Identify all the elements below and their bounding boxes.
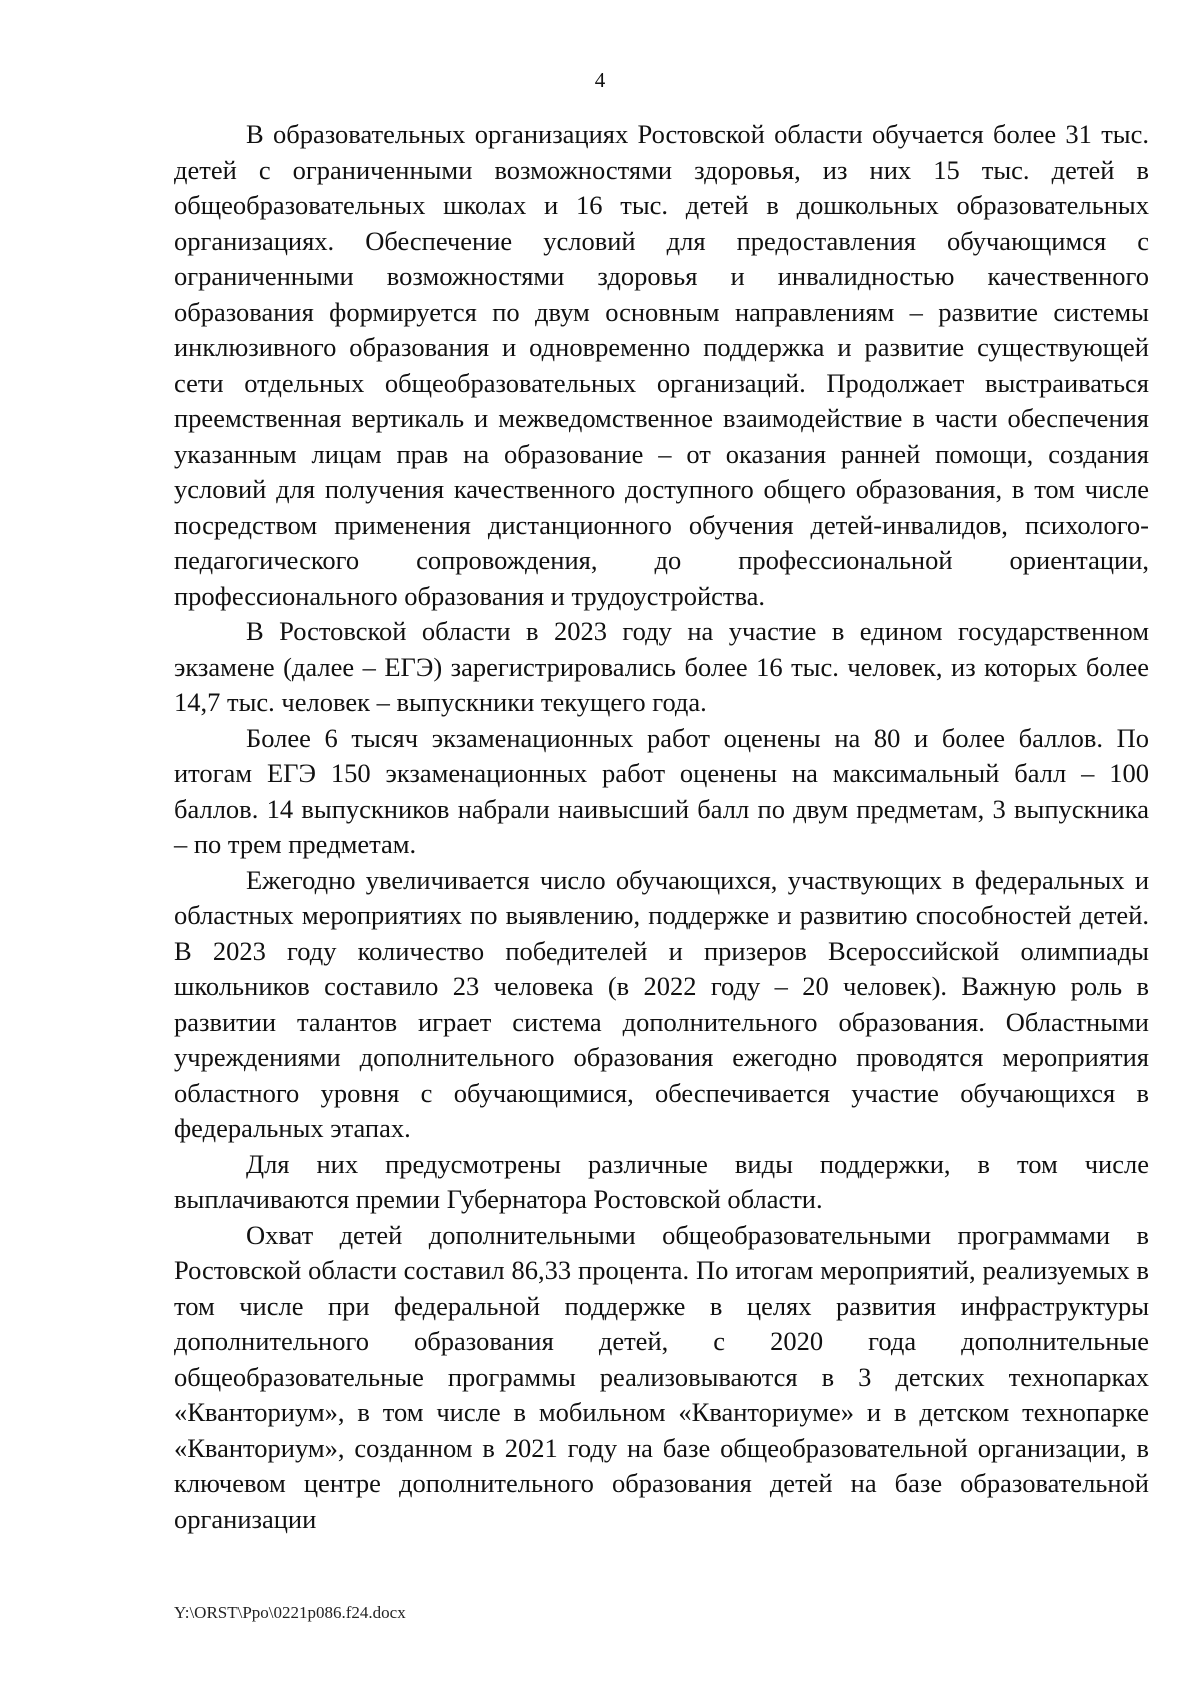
paragraph-olympiad-talents: Ежегодно увеличивается число обучающихся, участвующих в федеральных и областных мероприятиях по выявлению, поддержке и развитию способностей детей. В 2023 году количество победителей и призеров Всероссийской олимпиады школьников составило 23 человека (в 2022 году – 20 человек). Важную роль в развитии талантов играет система дополнительного образования. Областными учреждениями дополнительного образования ежегодно проводятся мероприятия областного уровня с обучающимися, обеспечивается участие обучающихся в федеральных этапах. <box>174 864 1149 1143</box>
paragraph-ege-registration: В Ростовской области в 2023 году на участие в едином государственном экзамене (далее – ЕГЭ) зарегистрировались более 16 тыс. человек, из которых более 14,7 тыс. человек – выпускники текущего года. <box>174 616 1149 717</box>
paragraph-governor-awards: Для них предусмотрены различные виды поддержки, в том числе выплачиваются премии Губернатора Ростовской области. <box>174 1148 1149 1214</box>
paragraph-ege-results: Более 6 тысяч экзаменационных работ оценены на 80 и более баллов. По итогам ЕГЭ 150 экзаменационных работ оценены на максимальный балл – 100 баллов. 14 выпускников набрали наивысший балл по двум предметам, 3 выпускника – по трем предметам. <box>174 722 1149 859</box>
document-body <box>174 117 1149 1537</box>
file-path-footer: Y:\ORST\Ppo\0221p086.f24.docx <box>174 1603 406 1622</box>
paragraph-additional-education: Охват детей дополнительными общеобразовательными программами в Ростовской области составил 86,33 процента. По итогам мероприятий, реализуемых в том числе при федеральной поддержке в целях развития инфраструктуры дополнительного образования детей, с 2020 года дополнительные общеобразовательные программы реализовываются в 3 детских технопарках «Кванториум», в том числе в мобильном «Кванториуме» и в детском технопарке «Кванториум», созданном в 2021 году на базе общеобразовательной организации, в ключевом центре дополнительного образования детей на базе образовательной организации <box>174 1219 1149 1534</box>
paragraph-inclusive-education: В образовательных организациях Ростовской области обучается более 31 тыс. детей с ограниченными возможностями здоровья, из них 15 тыс. детей в общеобразовательных школах и 16 тыс. детей в дошкольных образовательных организациях. Обеспечение условий для предоставления обучающимся с ограниченными возможностями здоровья и инвалидностью качественного образования формируется по двум основным направлениям – развитие системы инклюзивного образования и одновременно поддержка и развитие существующей сети отдельных общеобразовательных организаций. Продолжает выстраиваться преемственная вертикаль и межведомственное взаимодействие в части обеспечения указанным лицам прав на образование – от оказания ранней помощи, создания условий для получения качественного доступного общего образования, в том числе посредством применения дистанционного обучения детей-инвалидов, психолого-педагогического сопровождения, до профессиональной ориентации, профессионального образования и трудоустройства. <box>174 119 1149 611</box>
page-number: 4 <box>594 68 606 92</box>
